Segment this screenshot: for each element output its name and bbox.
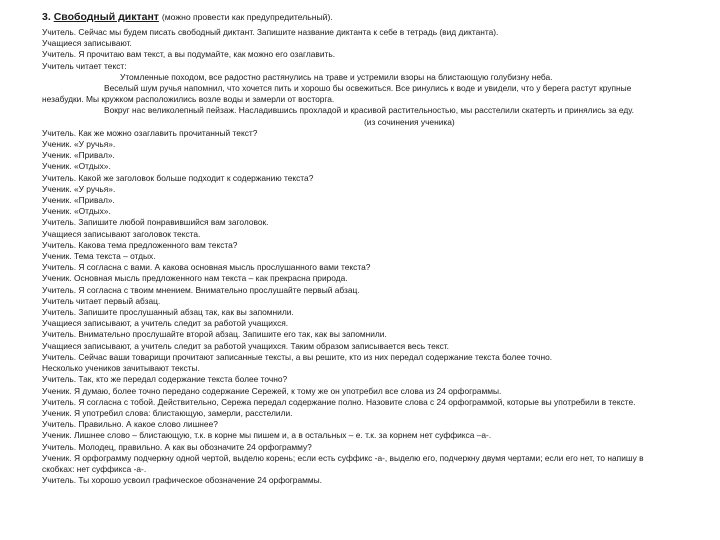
text-line: Учащиеся записывают, а учитель следит за работой учащихся. Таким образом записывается весь текст. [42,340,450,351]
text-line: Учитель. Правильно. А какое слово лишнее? [42,419,218,430]
text-line: Учитель. Сейчас мы будем писать свободный диктант. Запишите название диктанта к себе в тетрадь (вид диктанта). [42,27,499,37]
text-line: Учитель. Я согласна с вами. А какова основная мысль прослушанного вами текста? [42,262,371,273]
text-line: Учитель. Внимательно прослушайте второй абзац. Запишите его так, как вы запомнили. [42,329,387,340]
section-number: 3. [42,11,51,23]
text-line: Учитель. Запишите прослушанный абзац так, как вы запомнили. [42,307,294,318]
text-line: Веселый шум ручья напомнил, что хочется пить и хорошо бы освежиться. Все ринулись к воде и увидели, что у берега растут крупные незабудки. Мы кружком расположились возле воды и замерли от восторга. [42,83,632,105]
text-line: Учитель. Я прочитаю вам текст, а вы подумайте, как можно его озаглавить. [42,49,336,60]
text-line: Учитель. Я согласна с тобой. Действительно, Сережа передал содержание полно. Назовите слова с 24 орфограммой, которые вы употребили в тексте. [42,396,636,407]
text-line: Учитель. Запишите любой понравившийся вам заголовок. [42,217,269,228]
text-line: Ученик. Я думаю, более точно передано содержание Сережей, к тому же он употребил все слова из 24 орфограммы. [42,385,502,396]
text-line: Утомленные походом, все радостно растянулись на траве и устремили взоры на блистающую голубизну неба. [120,71,553,82]
document-page [42,10,674,486]
text-line: Учащиеся записывают. [42,38,132,49]
text-line: Учащиеся записывают, а учитель следит за работой учащихся. [42,318,289,329]
text-line: Ученик. Лишнее слово – блистающую, т.к. в корне мы пишем и, а в остальных – е. т.к. за корнем нет суффикса –а-. [42,430,492,441]
text-line: Учитель. Ты хорошо усвоил графическое обозначение 24 орфограммы. [42,475,322,486]
text-line: Ученик. «У ручья». [42,139,116,150]
text-line: Учитель читает первый абзац. [42,295,161,306]
text-line: Учитель читает текст: [42,60,127,71]
text-line: Вокруг нас великолепный пейзаж. Насладившись прохладой и красивой растительностью, мы расстелили скатерть и принялись за еду. [104,105,634,116]
text-line: Ученик. Я орфограмму подчеркну одной чертой, выделю корень; если есть суффикс -а-, выделю его, подчеркну двумя чертами; если его нет, то напишу в скобках: нет суффикса -а-. [42,452,644,474]
text-line: Ученик. «Привал». [42,150,115,161]
text-line: Учитель. Какова тема предложенного вам текста? [42,239,238,250]
text-line: Учитель. Какой же заголовок больше подходит к содержанию текста? [42,172,314,183]
section-note: (можно провести как предупредительный). [161,12,333,22]
text-line: Учитель. Сейчас ваши товарищи прочитают записанные тексты, а вы решите, кто из них передал содержание текста более точно. [42,351,553,362]
section-heading [42,10,674,24]
text-line: Учитель. Так, кто же передал содержание текста более точно? [42,374,288,385]
text-line: Ученик. «Отдых». [42,161,111,172]
text-line: Учитель. Я согласна с твоим мнением. Внимательно прослушайте первый абзац. [42,284,360,295]
text-line: (из сочинения ученика) [364,116,455,127]
text-line: Ученик. «Отдых». [42,206,111,217]
section-title: Свободный диктант [53,11,159,23]
text-line: Учитель. Молодец, правильно. А как вы обозначите 24 орфограмму? [42,441,312,452]
text-line: Ученик. «Привал». [42,195,115,206]
text-line: Ученик. «У ручья». [42,183,116,194]
dialogue-body [42,27,674,486]
text-line: Учащиеся записывают заголовок текста. [42,228,201,239]
text-line: Ученик. Я употребил слова: блистающую, замерли, расстелили. [42,407,293,418]
text-line: Учитель. Как же можно озаглавить прочитанный текст? [42,127,258,138]
text-line: Ученик. Тема текста – отдых. [42,251,156,262]
text-line: Несколько учеников зачитывают тексты. [42,363,200,374]
text-line: Ученик. Основная мысль предложенного нам текста – как прекрасна природа. [42,273,348,284]
